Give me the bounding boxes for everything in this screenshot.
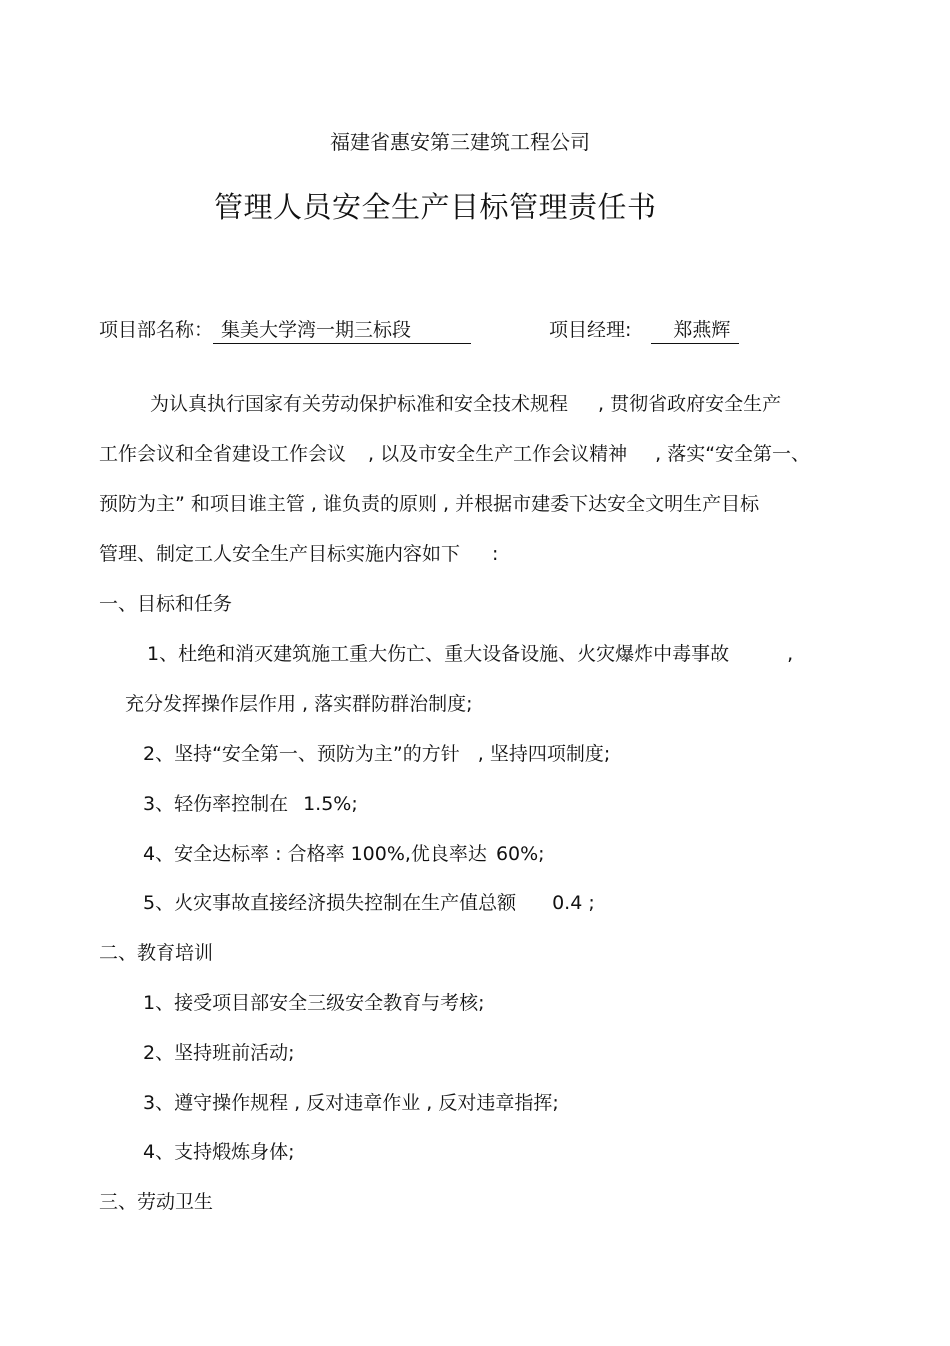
intro-line-3: 预防为主” 和项目谁主管 , 谁负责的原则 , 并根据市建委下达安全文明生产目标 [99,493,760,515]
manager-info [549,318,739,344]
project-label: 项目部名称： [99,319,214,341]
document-title: 管理人员安全生产目标管理责任书 [214,190,657,224]
intro-line-2: 工作会议和全省建设工作会议 , 以及市安全生产工作会议精神 , 落实“安全第一、 [99,443,811,465]
education-item-1: 1、接受项目部安全三级安全教育与考核; [143,992,485,1014]
manager-label: 项目经理: [549,319,632,341]
goal-item-3: 3、轻伤率控制在 1.5%; [143,793,358,815]
intro-line-1: 为认真执行国家有关劳动保护标准和安全技术规程 , 贯彻省政府安全生产 [150,393,782,415]
section-heading-education: 二、教育培训 [99,942,214,964]
education-item-3: 3、遵守操作规程 , 反对违章作业 , 反对违章指挥; [143,1092,559,1114]
goal-item-5: 5、火灾事故直接经济损失控制在生产值总额 0.4 ; [143,892,595,914]
project-name-field: 集美大学湾一期三标段 [213,318,471,344]
section-heading-labor-hygiene: 三、劳动卫生 [99,1191,214,1213]
project-info-row [99,318,471,344]
company-name: 福建省惠安第三建筑工程公司 [330,130,590,154]
goal-item-1-cont: 充分发挥操作层作用 , 落实群防群治制度; [125,693,473,715]
goal-item-4: 4、安全达标率 : 合格率 100%,优良率达 60%; [143,843,545,865]
goal-item-1: 1、杜绝和消灭建筑施工重大伤亡、重大设备设施、火灾爆炸中毒事故 , [147,643,794,665]
goal-item-2: 2、坚持“安全第一、预防为主”的方针 , 坚持四项制度; [143,743,611,765]
education-item-4: 4、支持煅炼身体; [143,1141,295,1163]
education-item-2: 2、坚持班前活动; [143,1042,295,1064]
intro-line-4: 管理、制定工人安全生产目标实施内容如下 : [99,543,499,565]
section-heading-goals: 一、目标和任务 [99,593,233,615]
manager-name-field: 郑燕辉 [651,318,739,344]
